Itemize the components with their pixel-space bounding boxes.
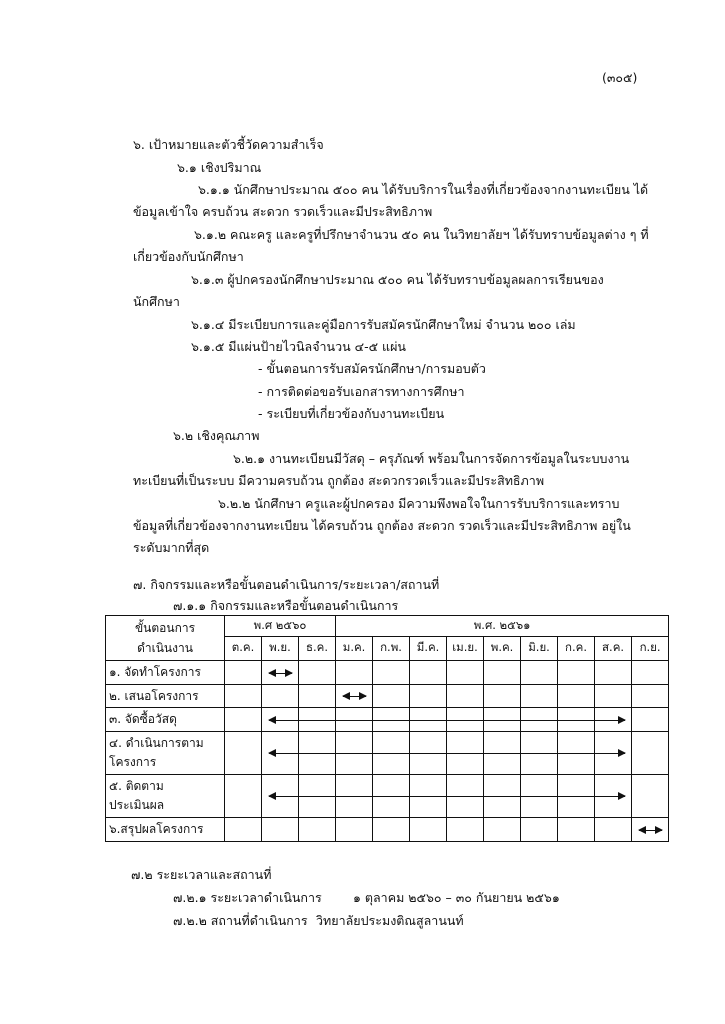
table-row (106, 684, 669, 708)
month-cell (225, 732, 262, 775)
month-cell (558, 661, 595, 685)
table-row (106, 775, 669, 818)
month-header: มิ.ย. (521, 636, 558, 661)
month-cell (521, 684, 558, 708)
month-cell (521, 661, 558, 685)
timeplace-heading: ๗.๒ ระยะเวลาและสถานที่ (131, 867, 272, 882)
month-cell (262, 775, 299, 818)
month-cell (262, 661, 299, 685)
month-header: ธ.ค. (299, 636, 336, 661)
table-row (106, 818, 669, 842)
stage-header (106, 616, 225, 661)
month-cell (410, 661, 447, 685)
month-cell (262, 732, 299, 775)
month-header: ก.พ. (373, 636, 410, 661)
activity-name-line1: ๑. จัดทำโครงการ (109, 665, 201, 679)
quantity-item1-line1: ๖.๑.๑ นักศึกษาประมาณ ๕๐๐ คน ได้รับบริการในเรื่องที่เกี่ยวข้องจากงานทะเบียน ได้ (198, 182, 649, 197)
month-cell (595, 661, 632, 685)
month-header: มี.ค. (410, 636, 447, 661)
month-cell (225, 818, 262, 842)
month-cell (225, 775, 262, 818)
quality-item1-line2: ทะเบียนที่เป็นระบบ มีความครบถ้วน ถูกต้อง สะดวกรวดเร็วและมีประสิทธิภาพ (133, 473, 545, 488)
month-cell (447, 661, 484, 685)
activity-name (106, 684, 225, 708)
stage-header-line2: ดำเนินงาน (137, 641, 193, 656)
table-row (106, 661, 669, 685)
month-header: ต.ค. (225, 636, 262, 661)
quality-item2-line1: ๖.๒.๒ นักศึกษา ครูและผู้ปกครอง มีความพึงพอใจในการรับบริการและทราบ (218, 496, 620, 511)
month-cell (521, 818, 558, 842)
month-cell (632, 732, 669, 775)
activity-name-line2: โครงการ (109, 755, 157, 770)
month-cell (225, 661, 262, 685)
month-cell (336, 818, 373, 842)
activity-name-line1: ๓. จัดซื้อวัสดุ (109, 712, 177, 727)
quantity-heading: ๖.๑ เชิงปริมาณ (177, 160, 262, 175)
timeline-arrow (639, 830, 662, 831)
month-cell (632, 775, 669, 818)
bullet-item: - การติดต่อขอรับเอกสารทางการศึกษา (258, 384, 465, 399)
quality-item2-line2: ข้อมูลที่เกี่ยวข้องจากงานทะเบียน ได้ครบถ้วน ถูกต้อง สะดวก รวดเร็วและมีประสิทธิภาพ อยู่ใน (133, 518, 631, 533)
month-cell (632, 708, 669, 732)
activity-name-line1: ๔. ดำเนินการตาม (109, 736, 204, 751)
activity-name-line1: ๕. ติดตาม (109, 779, 164, 794)
month-header: พ.ค. (484, 636, 521, 661)
quantity-item4: ๖.๑.๔ มีระเบียบการและคู่มือการรับสมัครนักศึกษาใหม่ จำนวน ๒๐๐ เล่ม (191, 317, 576, 332)
month-cell (225, 684, 262, 708)
month-cell (410, 818, 447, 842)
bullet-item: - ระเบียบที่เกี่ยวข้องกับงานทะเบียน (258, 406, 445, 421)
quantity-item1-line2: ข้อมูลเข้าใจ ครบถ้วน สะดวก รวดเร็วและมีประสิทธิภาพ (133, 204, 433, 219)
section6-heading: ๖. เป้าหมายและตัวชี้วัดความสำเร็จ (133, 137, 324, 152)
month-cell (447, 818, 484, 842)
quantity-item5: ๖.๑.๕ มีแผ่นป้ายไวนิลจำนวน ๔-๕ แผ่น (191, 339, 406, 354)
place-value: วิทยาลัยประมงติณสูลานนท์ (316, 913, 464, 928)
month-cell (299, 818, 336, 842)
quantity-item2-line2: เกี่ยวข้องกับนักศึกษา (133, 249, 244, 264)
place-label: ๗.๒.๒ สถานที่ดำเนินการ (173, 913, 308, 928)
timeline-arrow (269, 720, 625, 721)
month-cell (595, 818, 632, 842)
month-header: ก.ย. (632, 636, 669, 661)
page-number: (๓๐๕) (602, 70, 638, 85)
activity-name-line1: ๖.สรุปผลโครงการ (109, 822, 204, 837)
month-cell (484, 818, 521, 842)
month-header: เม.ย. (447, 636, 484, 661)
activity-name (106, 775, 225, 818)
quality-item1-line1: ๖.๒.๑ งานทะเบียนมีวัสดุ – ครุภัณฑ์ พร้อมในการจัดการข้อมูลในระบบงาน (233, 451, 630, 466)
month-header: ก.ค. (558, 636, 595, 661)
timeline-arrow (343, 696, 366, 697)
month-cell (410, 684, 447, 708)
month-cell (558, 684, 595, 708)
activity-name (106, 732, 225, 775)
month-header: ม.ค. (336, 636, 373, 661)
table-row (106, 708, 669, 732)
duration-label: ๗.๒.๑ ระยะเวลาดำเนินการ (173, 890, 322, 905)
month-cell (558, 818, 595, 842)
month-header: ส.ค. (595, 636, 632, 661)
quality-heading: ๖.๒ เชิงคุณภาพ (173, 428, 260, 443)
month-cell (484, 661, 521, 685)
duration-value: ๑ ตุลาคม ๒๕๖๐ – ๓๐ กันยายน ๒๕๖๑ (353, 890, 560, 905)
timeline-arrow (269, 796, 625, 797)
activities-sub-heading: ๗.๑.๑ กิจกรรมและหรือขั้นตอนดำเนินการ (173, 598, 399, 613)
month-cell (225, 708, 262, 732)
quantity-item3-line2: นักศึกษา (133, 294, 180, 309)
section7-heading: ๗. กิจกรรมและหรือขั้นตอนดำเนินการ/ระยะเวลา/สถานที่ (133, 577, 440, 592)
month-cell (336, 684, 373, 708)
month-cell (373, 684, 410, 708)
month-cell (447, 684, 484, 708)
activity-name-line1: ๒. เสนอโครงการ (109, 688, 199, 703)
month-cell (484, 684, 521, 708)
timeline-arrow (269, 753, 625, 754)
month-cell (373, 818, 410, 842)
table-row (106, 732, 669, 775)
bullet-item: - ขั้นตอนการรับสมัครนักศึกษา/การมอบตัว (258, 361, 486, 376)
timeline-arrow (269, 673, 292, 674)
activity-name (106, 818, 225, 842)
quantity-item2-line1: ๖.๑.๒ คณะครู และครูที่ปรึกษาจำนวน ๕๐ คน ในวิทยาลัยฯ ได้รับทราบข้อมูลต่าง ๆ ที่ (194, 227, 649, 242)
activity-name (106, 708, 225, 732)
month-header: พ.ย. (262, 636, 299, 661)
month-cell (299, 684, 336, 708)
stage-header-line1: ขั้นตอนการ (134, 621, 196, 636)
activity-name-line2: ประเมินผล (109, 798, 165, 813)
month-cell (632, 661, 669, 685)
year-header: พ.ศ ๒๕๖๐ (225, 616, 336, 637)
quality-item2-line3: ระดับมากที่สุด (133, 540, 210, 555)
month-cell (262, 818, 299, 842)
quantity-item3-line1: ๖.๑.๓ ผู้ปกครองนักศึกษาประมาณ ๕๐๐ คน ได้รับทราบข้อมูลผลการเรียนของ (191, 272, 604, 287)
activity-name (106, 661, 225, 685)
month-cell (595, 684, 632, 708)
month-cell (632, 818, 669, 842)
month-cell (262, 708, 299, 732)
month-cell (299, 661, 336, 685)
month-cell (373, 661, 410, 685)
month-cell (262, 684, 299, 708)
year-header: พ.ศ. ๒๕๖๑ (336, 616, 669, 637)
month-cell (632, 684, 669, 708)
gantt-table (105, 615, 669, 842)
month-cell (336, 661, 373, 685)
